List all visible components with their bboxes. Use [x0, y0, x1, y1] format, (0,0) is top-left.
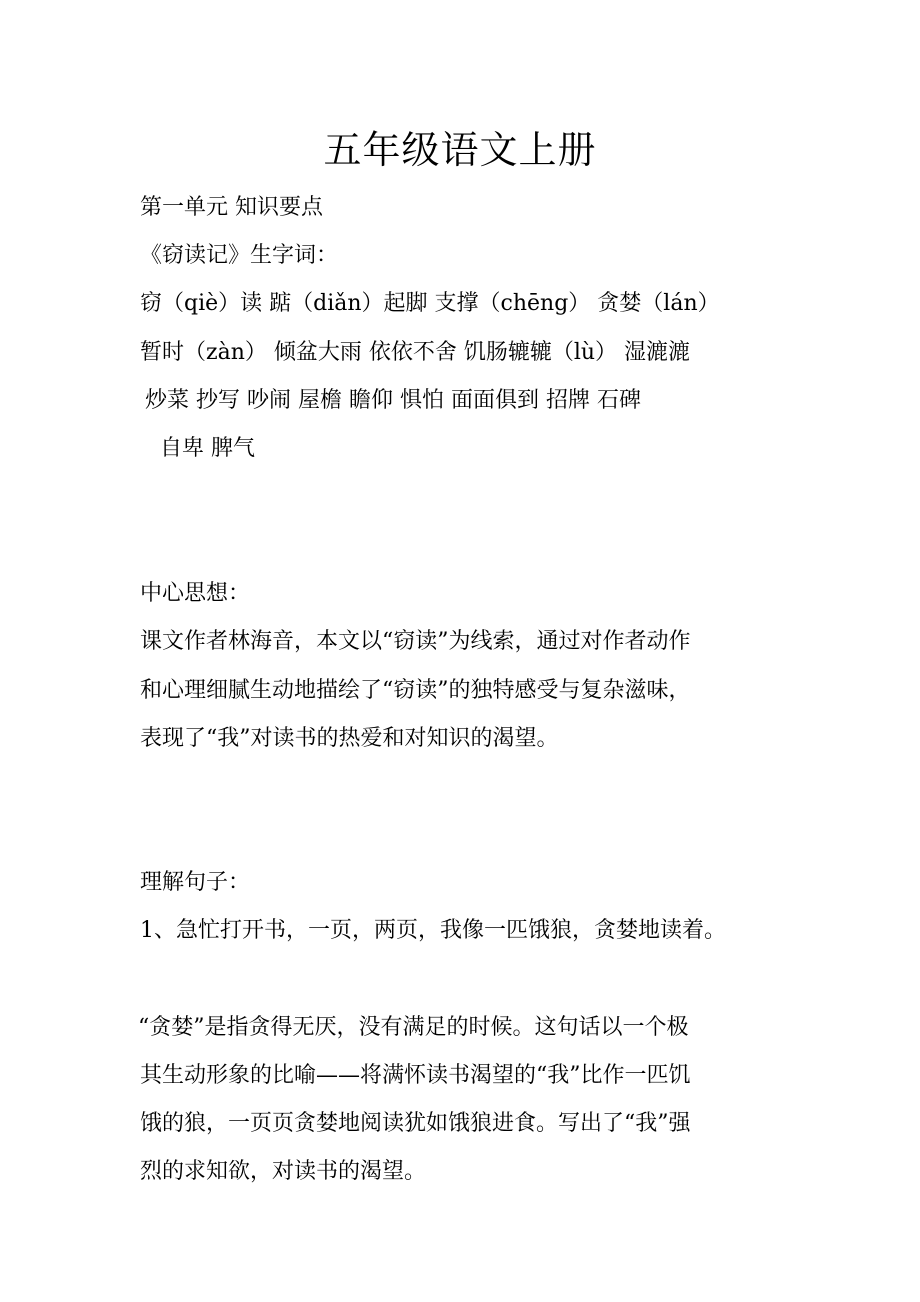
central-idea-heading: 中心思想： — [140, 581, 251, 606]
vocabulary-heading: 《窃读记》生字词： — [140, 243, 339, 268]
vocabulary-line-3: 炒菜 抄写 吵闹 屋檐 瞻仰 惧怕 面面俱到 招牌 石碑 — [145, 388, 641, 413]
central-idea-line-1: 课文作者林海音，本文以“窃读”为线索，通过对作者动作 — [140, 629, 691, 654]
vocabulary-line-4: 自卑 脾气 — [160, 436, 255, 461]
vocabulary-line-1: 窃（qiè）读 踮（diǎn）起脚 支撑（chēng） 贪婪（lán） — [140, 291, 720, 316]
central-idea-line-2: 和心理细腻生动地描绘了“窃读”的独特感受与复杂滋味， — [140, 678, 691, 703]
sentence-1: 1、急忙打开书，一页，两页，我像一匹饿狼，贪婪地读着。 — [140, 918, 726, 943]
explanation-line-2: 其生动形象的比喻——将满怀读书渴望的“我”比作一匹饥 — [140, 1063, 691, 1088]
vocabulary-line-2: 暂时（zàn） 倾盆大雨 依依不舍 饥肠辘辘（lù） 湿漉漉 — [140, 340, 691, 365]
unit-heading: 第一单元 知识要点 — [140, 195, 323, 220]
understanding-heading: 理解句子： — [140, 870, 251, 895]
explanation-line-1: “贪婪”是指贪得无厌，没有满足的时候。这句话以一个极 — [138, 1015, 689, 1040]
central-idea-line-3: 表现了“我”对读书的热爱和对知识的渴望。 — [140, 726, 559, 751]
explanation-line-3: 饿的狼，一页页贪婪地阅读犹如饿狼进食。写出了“我”强 — [140, 1111, 691, 1136]
explanation-line-4: 烈的求知欲，对读书的渴望。 — [140, 1159, 427, 1184]
document-title: 五年级语文上册 — [323, 128, 597, 172]
